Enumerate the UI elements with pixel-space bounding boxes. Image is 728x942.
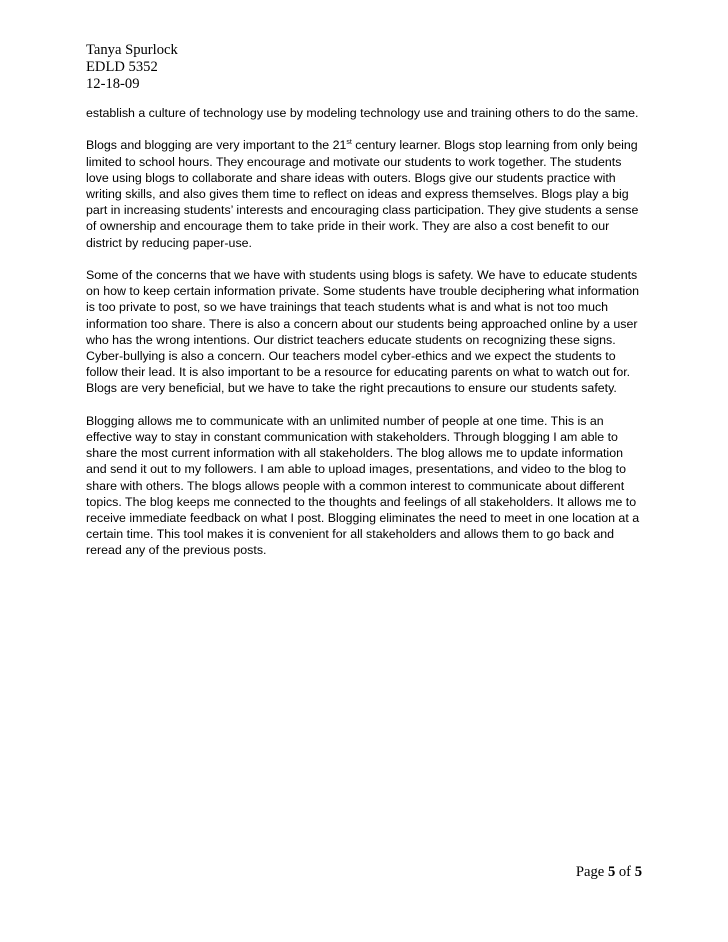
paragraph-2-start: Blogs and blogging are very important to the 21 (86, 138, 347, 153)
document-date: 12-18-09 (86, 76, 140, 92)
document-header (86, 42, 178, 93)
paragraph-3: Some of the concerns that we have with students using blogs is safety. We have to educate students on how to keep certain information private. Some students have trouble deciphering what information is too private to post, so we have trainings that teach students what is and what is not too much information too share. There is also a concern about our students being approached online by a user who has the wrong intentions. Our district teachers educate students on recognizing these signs. Cyber-bullying is also a concern. Our teachers model cyber-ethics and we expect the students to follow their lead. It is also important to be a resource for educating parents on what to watch out for. Blogs are very beneficial, but we have to take the right precautions to ensure our students safety. (86, 268, 640, 396)
document-body (86, 105, 646, 575)
total-pages-number: 5 (634, 864, 642, 880)
ordinal-suffix: st (346, 139, 352, 147)
page-label: Page (575, 864, 608, 880)
paragraph-2-rest: century learner. Blogs stop learning from only being limited to school hours. They encourage and motivate our students to work together. The students love using blogs to collaborate and share ideas with outers. Blogs give our students practice with writing skills, and also gives them time to reflect on ideas and express themselves. Blogs play a big part in increasing students’ interests and encouraging class participation. They give students a sense of ownership and encourage them to take pride in their work. They are also a cost benefit to our district by reducing paper-use. (86, 138, 639, 250)
course-code: EDLD 5352 (86, 59, 158, 75)
author-name: Tanya Spurlock (86, 42, 178, 58)
page-footer (576, 864, 642, 881)
paragraph-1: establish a culture of technology use by modeling technology use and training others to do the same. (86, 106, 639, 120)
paragraph-2 (86, 137, 646, 250)
paragraph-4: Blogging allows me to communicate with an unlimited number of people at one time. This is an effective way to stay in constant communication with stakeholders. Through blogging I am able to share the most current information with all stakeholders. The blog allows me to update information and send it out to my followers. I am able to upload images, presentations, and video to the blog to share with others. The blogs allows people with a common interest to communicate about different topics. The blog keeps me connected to the thoughts and feelings of all stakeholders. It allows me to receive immediate feedback on what I post. Blogging eliminates the need to meet in one location at a certain time. This tool makes it is convenient for all stakeholders and allows them to go back and reread any of the previous posts. (86, 413, 640, 558)
of-label: of (615, 864, 635, 880)
current-page-number: 5 (607, 864, 616, 880)
